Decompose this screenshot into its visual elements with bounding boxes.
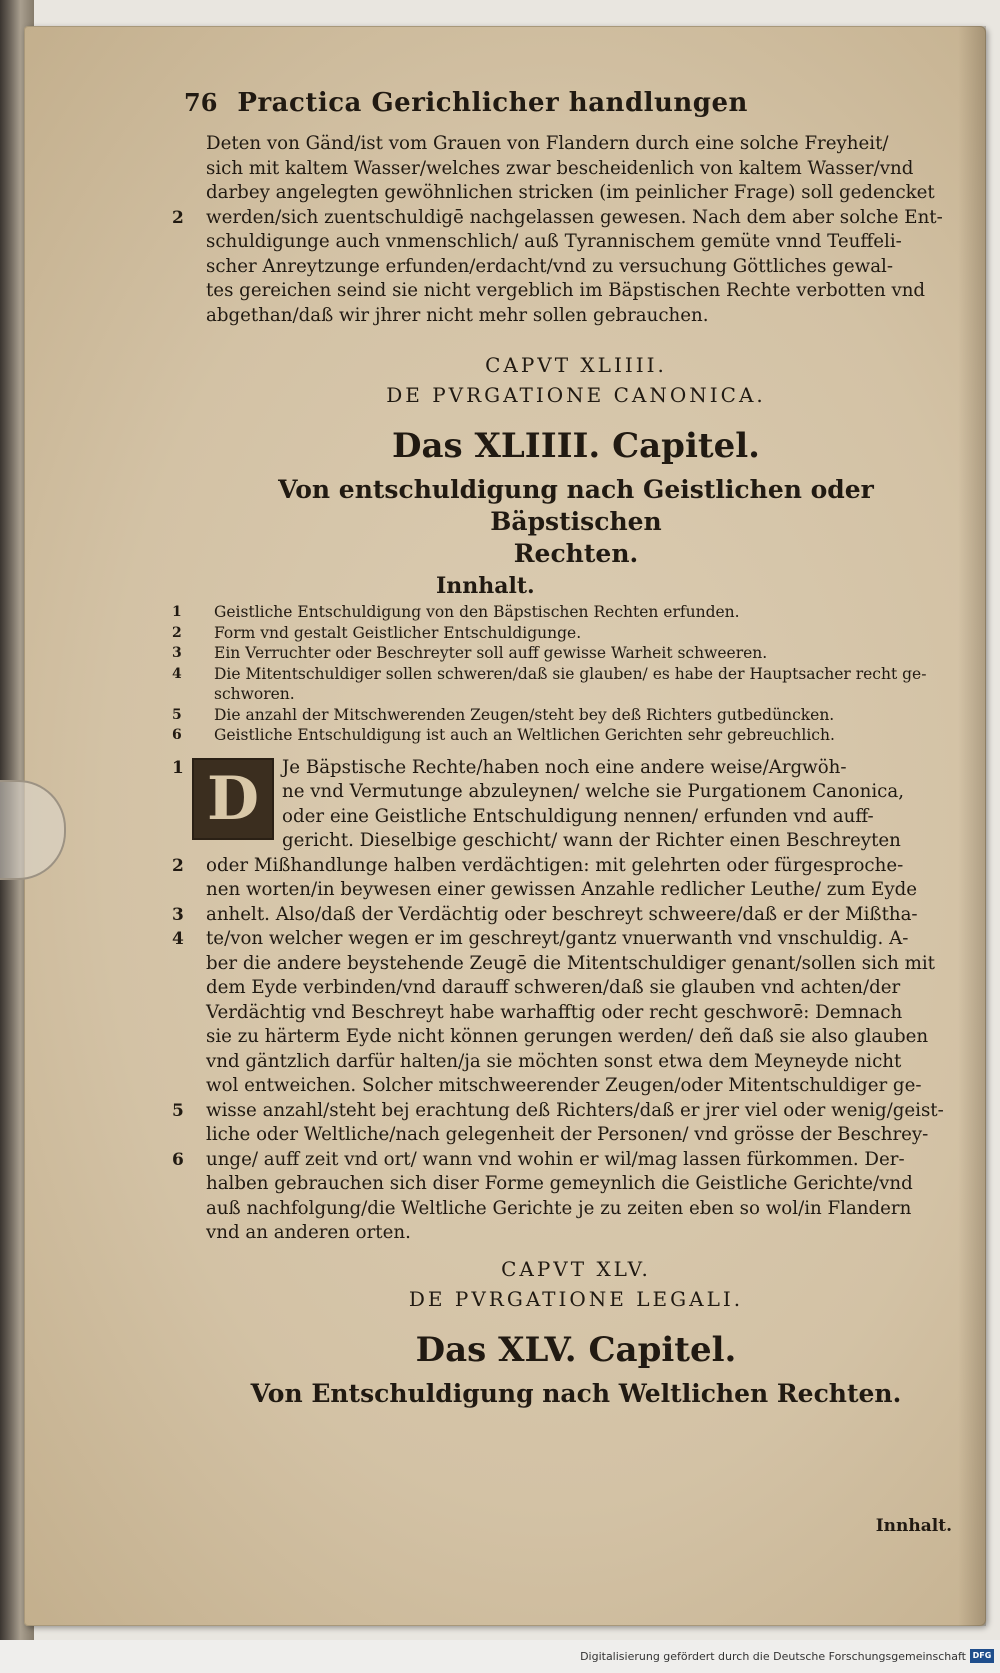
margin-number: 1	[172, 757, 184, 778]
main-paragraph	[172, 756, 946, 1246]
chapter-subtitle-45: Von Entschuldigung nach Weltlichen Rechten.	[250, 1378, 902, 1408]
digitization-credit: Digitalisierung gefördert durch die Deutsche Forschungsgemeinschaft	[580, 1650, 966, 1663]
page-shadow	[958, 26, 986, 1626]
line-text: vnd an anderen orten.	[206, 1222, 411, 1243]
text-line	[172, 1148, 946, 1173]
chapter-subtitle-44-line2: Rechten.	[513, 539, 639, 568]
line-text: unge/ auff zeit vnd ort/ wann vnd wohin er wil/mag lassen fürkommen. Der-	[206, 1148, 905, 1170]
margin-number: 3	[172, 904, 184, 925]
text-line	[206, 829, 946, 854]
text-line	[172, 756, 946, 781]
running-title: Practica Gerichlicher handlungen	[237, 88, 748, 118]
text-line	[206, 132, 946, 157]
margin-number: 4	[172, 929, 184, 949]
summary-text: Form vnd gestalt Geistlicher Entschuldigunge.	[214, 623, 582, 642]
summary-item	[172, 643, 946, 664]
text-line	[206, 1074, 946, 1099]
text-line	[206, 780, 946, 805]
summary-item	[172, 664, 946, 685]
inhalt-label-44: Innhalt.	[436, 573, 535, 599]
margin-number: 5	[172, 1100, 184, 1121]
caput-45: CAPVT XLV.	[501, 1256, 651, 1281]
text-line	[172, 927, 946, 952]
line-text: liche oder Weltliche/nach gelegenheit der Personen/ vnd grösse der Beschrey-	[206, 1124, 929, 1145]
text-line	[206, 1197, 946, 1222]
line-text: dem Eyde verbinden/vnd darauff schweren/daß sie glauben vnd achten/der	[206, 977, 901, 998]
summary-number: 1	[172, 604, 182, 620]
line-text: ber die andere beystehende Zeugē die Mitentschuldiger genant/sollen sich mit	[206, 952, 935, 974]
margin-number: 2	[172, 207, 184, 228]
text-line	[206, 255, 946, 280]
line-text: auß nachfolgung/die Weltliche Gerichte je zu zeiten eben so wol/in Flandern	[206, 1197, 912, 1219]
summary-text: Geistliche Entschuldigung ist auch an Weltlichen Gerichten sehr gebreuchlich.	[214, 726, 835, 744]
text-line	[206, 279, 946, 304]
line-text: vnd gäntzlich darfür halten/ja sie möchten sonst etwa dem Meyneyde nicht	[206, 1050, 902, 1072]
text-line	[206, 1001, 946, 1026]
page-number: 76	[184, 88, 218, 117]
line-text: schuldigunge auch vnmenschlich/ auß Tyrannischem gemüte vnnd Teuffeli-	[206, 231, 902, 252]
summary-number: 6	[172, 727, 182, 743]
line-text: halben gebrauchen sich diser Forme gemeynlich die Geistliche Gerichte/vnd	[206, 1173, 913, 1194]
summary-item	[172, 725, 946, 746]
line-text: oder eine Geistliche Entschuldigung nennen/ erfunden vnd auff-	[282, 805, 874, 827]
summary-text: schworen.	[214, 685, 295, 703]
line-text: sich mit kaltem Wasser/welches zwar bescheidenlich von kaltem Wasser/vnd	[206, 157, 914, 179]
line-text: sie zu härterm Eyde nicht können gerungen werden/ deñ daß sie also glauben	[206, 1026, 929, 1047]
summary-item	[172, 705, 946, 726]
summary-list	[172, 602, 946, 746]
line-text: darbey angelegten gewöhnlichen stricken (im peinlicher Frage) soll gedencket	[206, 182, 935, 203]
text-line	[206, 230, 946, 255]
line-text: Deten von Gänd/ist vom Grauen von Flandern durch eine solche Freyheit/	[206, 133, 889, 154]
latin-title-44: DE PVRGATIONE CANONICA.	[386, 383, 766, 407]
page-text	[172, 88, 946, 1410]
chapter-subtitle-44-line1: Von entschuldigung nach Geistlichen oder Bäpstischen	[278, 475, 874, 536]
text-line	[172, 903, 946, 928]
line-text: ne vnd Vermutunge abzuleynen/ welche sie Purgationem Canonica,	[282, 781, 904, 802]
text-line	[172, 206, 946, 231]
line-text: wol entweichen. Solcher mitschweerender Zeugen/oder Mitentschuldiger ge-	[206, 1075, 922, 1096]
summary-item	[172, 602, 946, 623]
summary-text: Ein Verruchter oder Beschreyter soll auff gewisse Warheit schweeren.	[214, 644, 768, 662]
caput-44: CAPVT XLIIII.	[485, 353, 667, 377]
text-line	[206, 1221, 946, 1246]
text-line	[206, 181, 946, 206]
line-text: wisse anzahl/steht bej erachtung deß Richters/daß er jrer viel oder wenig/geist-	[206, 1099, 944, 1121]
line-text: abgethan/daß wir jhrer nicht mehr sollen gebrauchen.	[206, 304, 709, 326]
chapter-title-44: Das XLIIII. Capitel.	[392, 426, 760, 466]
line-text: Verdächtig vnd Beschreyt habe warhafftig oder recht geschworē: Demnach	[206, 1001, 903, 1023]
summary-text: Die anzahl der Mitschwerenden Zeugen/steht bey deß Richters gutbedüncken.	[214, 705, 835, 724]
chapter-title-45: Das XLV. Capitel.	[415, 1329, 737, 1370]
text-line	[206, 304, 946, 329]
line-text: oder Mißhandlunge halben verdächtigen: mit gelehrten oder fürgesproche-	[206, 854, 904, 876]
text-line	[206, 952, 946, 977]
line-text: anhelt. Also/daß der Verdächtig oder beschreyt schweere/daß er der Mißtha-	[206, 903, 918, 925]
line-text: Je Bäpstische Rechte/haben noch eine andere weise/Argwöh-	[282, 756, 847, 778]
summary-item	[214, 684, 946, 705]
summary-number: 4	[172, 665, 182, 682]
text-line	[206, 1050, 946, 1075]
drop-cap-initial: D	[192, 758, 274, 840]
line-text: gericht. Dieselbige geschicht/ wann der Richter einen Beschreyten	[282, 830, 901, 851]
text-line	[172, 854, 946, 879]
line-text: tes gereichen seind sie nicht vergeblich im Bäpstischen Rechte verbotten vnd	[206, 280, 926, 301]
text-line	[206, 1025, 946, 1050]
summary-number: 3	[172, 645, 182, 661]
text-line	[206, 805, 946, 830]
opening-paragraph	[172, 132, 946, 328]
text-line	[172, 1099, 946, 1124]
summary-number: 2	[172, 624, 182, 641]
line-text: nen worten/in beywesen einer gewissen Anzahle redlicher Leuthe/ zum Eyde	[206, 879, 918, 900]
line-text: werden/sich zuentschuldigē nachgelassen gewesen. Nach dem aber solche Ent-	[206, 206, 943, 228]
inhalt-catchword: Innhalt.	[875, 1516, 952, 1536]
summary-number: 5	[172, 706, 182, 723]
line-text: te/von welcher wegen er im geschreyt/gantz vnuerwanth vnd vnschuldig. A-	[206, 928, 909, 949]
text-line	[206, 157, 946, 182]
dfg-logo-icon: DFG	[970, 1649, 994, 1663]
text-line	[206, 1172, 946, 1197]
text-line	[206, 976, 946, 1001]
page-header	[184, 88, 946, 132]
summary-text: Die Mitentschuldiger sollen schweren/daß sie glauben/ es habe der Hauptsacher recht ge-	[214, 664, 927, 683]
margin-number: 6	[172, 1149, 184, 1170]
text-line	[206, 1123, 946, 1148]
line-text: scher Anreytzunge erfunden/erdacht/vnd zu versuchung Göttliches gewal-	[206, 255, 894, 277]
margin-number: 2	[172, 855, 184, 876]
summary-text: Geistliche Entschuldigung von den Bäpstischen Rechten erfunden.	[214, 603, 740, 621]
latin-title-45: DE PVRGATIONE LEGALI.	[408, 1286, 744, 1311]
summary-item	[172, 623, 946, 644]
text-line	[206, 878, 946, 903]
